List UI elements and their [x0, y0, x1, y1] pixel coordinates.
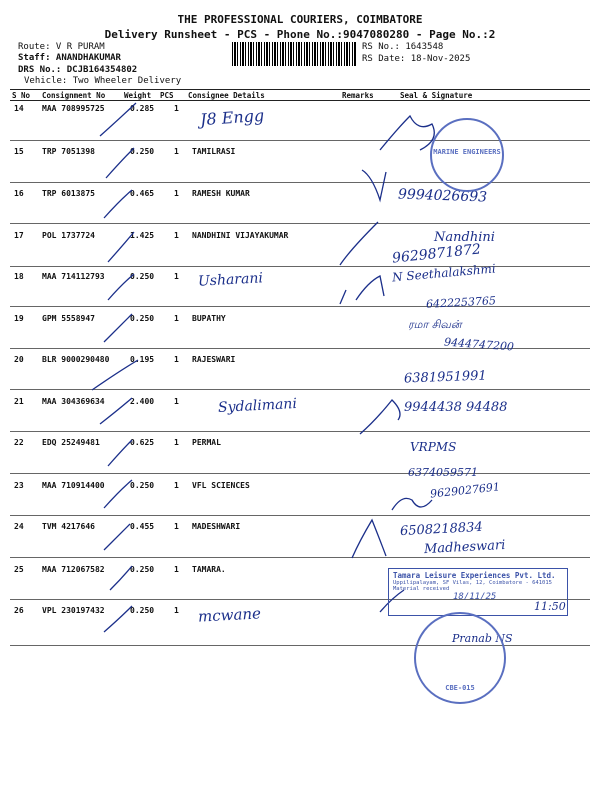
row-sno: 25 — [14, 565, 24, 574]
col-header-remarks: Remarks — [342, 91, 374, 100]
row-weight: 0.250 — [130, 565, 155, 574]
col-header-consignee: Consignee Details — [188, 91, 265, 100]
handwritten-phone: 6381951991 — [403, 368, 487, 387]
handwritten-phone: 9629027691 — [429, 480, 501, 501]
row-consignment: MAA 712067582 — [42, 565, 105, 574]
row-sno: 24 — [14, 522, 24, 531]
handwritten-name: N Seethalakshmi — [391, 261, 497, 285]
row-consignment: MAA 304369634 — [42, 397, 105, 406]
row-pcs: 1 — [174, 522, 179, 531]
col-header-seal: Seal & Signature — [400, 91, 473, 100]
row-sno: 17 — [14, 231, 24, 240]
row-consignment: MAA 708995725 — [42, 104, 105, 113]
row-consignment: MAA 710914400 — [42, 481, 105, 490]
handwritten-signature: Pranab NS — [452, 632, 513, 645]
row-sno: 22 — [14, 438, 24, 447]
row-pcs: 1 — [174, 606, 179, 615]
row-sno: 23 — [14, 481, 24, 490]
row-consignment: GPM 5558947 — [42, 314, 95, 323]
stamp-company: Tamara Leisure Experiences Pvt. Ltd. — [393, 571, 556, 580]
row-weight: 0.250 — [130, 481, 155, 490]
row-consignee: RAJESWARI — [192, 355, 236, 364]
row-weight: 0.250 — [130, 314, 155, 323]
handwritten-phone: 9944438 94488 — [404, 400, 508, 415]
row-sno: 20 — [14, 355, 24, 364]
row-consignment: TRP 7051398 — [42, 147, 95, 156]
handwritten-phone: 6508218834 — [399, 519, 484, 540]
row-pcs: 1 — [174, 438, 179, 447]
row-sno: 15 — [14, 147, 24, 156]
handwritten-remark: VRPMS — [410, 440, 457, 454]
handwritten-consignee: Sydalimani — [217, 395, 298, 417]
row-weight: 0.250 — [130, 147, 155, 156]
handwritten-consignee: mcwane — [197, 604, 262, 626]
row-weight: 2.400 — [130, 397, 155, 406]
handwritten-phone: 9629871872 — [391, 241, 482, 267]
handwritten-consignee: Usharani — [197, 270, 264, 290]
handwritten-phone: 6422253765 — [425, 294, 497, 311]
handwritten-tamil: ரமா சிவன் — [408, 318, 462, 331]
row-consignee: TAMILRASI — [192, 147, 236, 156]
handwritten-phone: 6374059571 — [408, 466, 478, 479]
row-pcs: 1 — [174, 397, 179, 406]
seal-text: MARINE ENGINEERS — [433, 148, 501, 156]
seal-stamp-circle — [414, 612, 506, 704]
row-consignment: POL 1737724 — [42, 231, 95, 240]
runsheet-subtitle: Delivery Runsheet - PCS - Phone No.:9047080280 - Page No.:2 — [104, 28, 496, 41]
row-pcs: 1 — [174, 147, 179, 156]
row-sno: 18 — [14, 272, 24, 281]
row-consignee: TAMARA. — [192, 565, 226, 574]
row-sno: 16 — [14, 189, 24, 198]
row-weight: 0.285 — [130, 104, 155, 113]
row-weight: 0.250 — [130, 272, 155, 281]
row-pcs: 1 — [174, 481, 179, 490]
stamp-label: Material received — [393, 586, 450, 592]
handwritten-consignee: J8 Engg — [199, 105, 265, 130]
company-stamp — [388, 568, 568, 616]
row-pcs: 1 — [174, 272, 179, 281]
row-consignment: EDQ 25249481 — [42, 438, 100, 447]
handwritten-phone: 9994026693 — [397, 186, 488, 206]
row-weight: 0.195 — [130, 355, 155, 364]
col-header-weight: Weight — [124, 91, 152, 100]
row-sno: 14 — [14, 104, 24, 113]
row-pcs: 1 — [174, 314, 179, 323]
stamp-address: Uppilipalayam, SF Vilas, 12, Coimbatore - 641015 — [393, 580, 552, 586]
handwritten-time: 11:50 — [534, 600, 566, 613]
handwritten-phone: 9444747200 — [443, 335, 515, 354]
row-pcs: 1 — [174, 189, 179, 198]
row-weight: 0.465 — [130, 189, 155, 198]
seal-stamp-circle — [430, 118, 504, 192]
row-consignment: BLR 9000290480 — [42, 355, 110, 364]
staff-label: Staff: ANANDHAKUMAR — [18, 53, 121, 63]
seal-text: CBE-015 — [445, 684, 475, 692]
row-weight: 1.425 — [130, 231, 155, 240]
row-pcs: 1 — [174, 355, 179, 364]
row-weight: 0.250 — [130, 606, 155, 615]
col-header-consignment: Consignment No — [42, 91, 106, 100]
stamp-date: 18/11/25 — [453, 592, 497, 602]
rs-number: RS No.: 1643548 — [362, 42, 444, 52]
row-pcs: 1 — [174, 565, 179, 574]
row-consignment: VPL 230197432 — [42, 606, 105, 615]
row-consignee: PERMAL — [192, 438, 221, 447]
drs-label: DRS No.: DCJB164354802 — [18, 65, 138, 75]
row-consignment: MAA 714112793 — [42, 272, 105, 281]
row-pcs: 1 — [174, 104, 179, 113]
row-consignee: BUPATHY — [192, 314, 226, 323]
handwritten-name: Nandhini — [434, 230, 495, 245]
rs-date: RS Date: 18-Nov-2025 — [362, 54, 471, 64]
handwritten-name: Madheswari — [423, 537, 506, 558]
route-label: Route: V R PURAM — [18, 42, 105, 52]
col-header-sno: S No — [12, 91, 31, 100]
row-consignee: VFL SCIENCES — [192, 481, 250, 490]
vehicle-label: Vehicle: Two Wheeler Delivery — [24, 76, 182, 86]
row-weight: 0.625 — [130, 438, 155, 447]
row-pcs: 1 — [174, 231, 179, 240]
row-consignment: TRP 6013875 — [42, 189, 95, 198]
row-sno: 19 — [14, 314, 24, 323]
company-title: THE PROFESSIONAL COURIERS, COIMBATORE — [177, 13, 423, 26]
row-consignee: RAMESH KUMAR — [192, 189, 250, 198]
row-consignee: NANDHINI VIJAYAKUMAR — [192, 231, 289, 240]
row-sno: 21 — [14, 397, 24, 406]
row-consignment: TVM 4217646 — [42, 522, 95, 531]
row-weight: 0.455 — [130, 522, 155, 531]
row-sno: 26 — [14, 606, 24, 615]
row-consignee: MADESHWARI — [192, 522, 241, 531]
col-header-pcs: PCS — [160, 91, 174, 100]
